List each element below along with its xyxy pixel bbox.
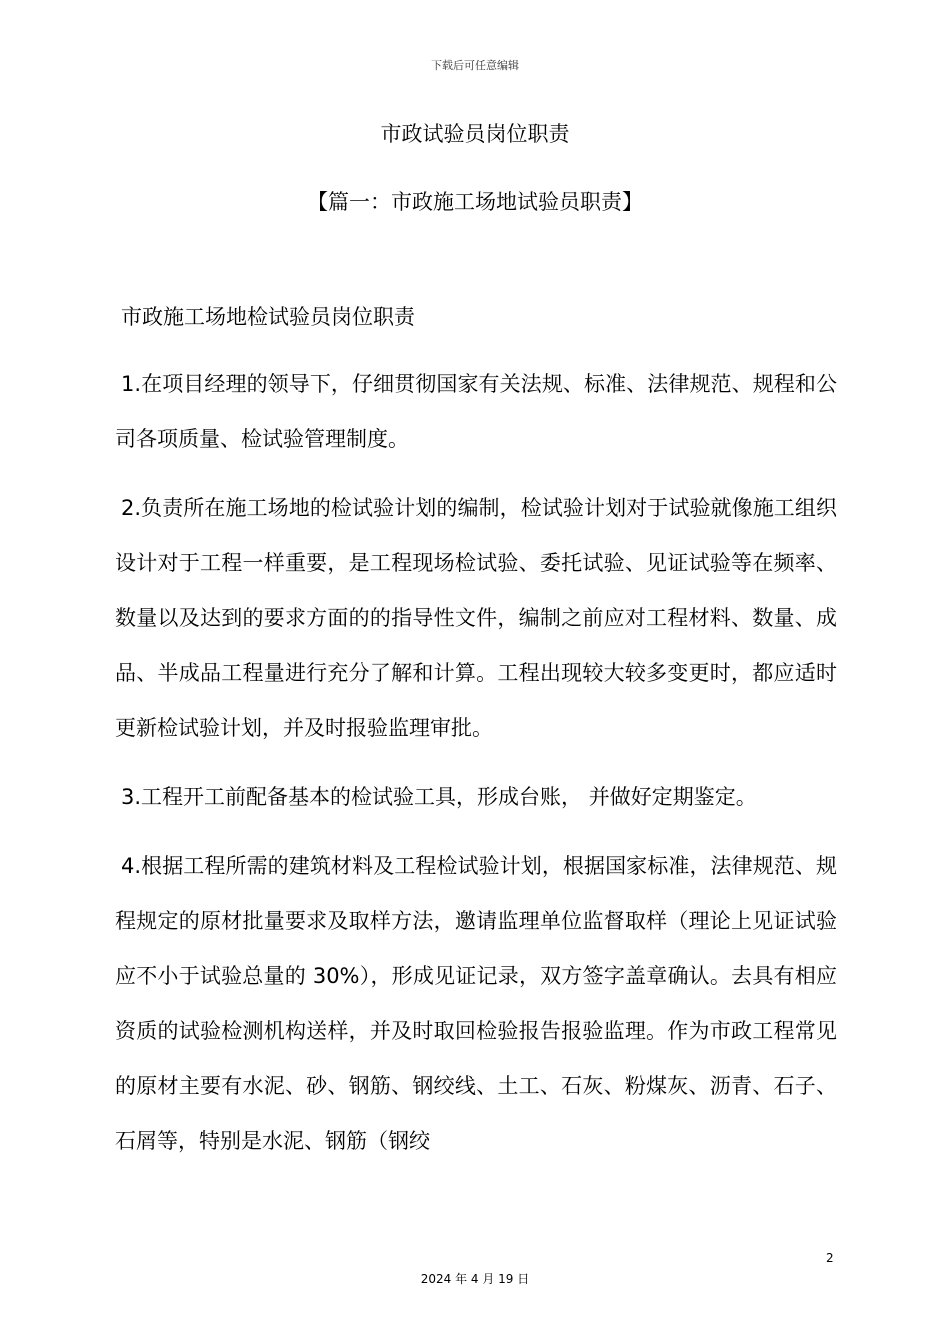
section-title: 【篇一：市政施工场地试验员职责】 — [307, 190, 643, 214]
document-body — [115, 290, 837, 1183]
header-note: 下载后可任意编辑 — [431, 59, 519, 72]
footer-date: 2024 年 4 月 19 日 — [420, 1272, 530, 1286]
paragraph-2: 2.负责所在施工场地的检试验计划的编制，检试验计划对于试验就像施工组织设计对于工程一样重要，是工程现场检试验、委托试验、见证试验等在频率、数量以及达到的要求方面的的指导性文件，编制之前应对工程材料、数量、成品、半成品工程量进行充分了解和计算。工程出现较大较多变更时，都应适时更新检试验计划，并及时报验监理审批。 — [115, 496, 837, 740]
paragraph-4: 4.根据工程所需的建筑材料及工程检试验计划，根据国家标准，法律规范、规程规定的原材批量要求及取样方法，邀请监理单位监督取样（理论上见证试验应不小于试验总量的 30%），形成见证记录，双方签字盖章确认。去具有相应资质的试验检测机构送样，并及时取回检验报告报验监理。作为市政工程常见的原材主要有水泥、砂、钢筋、钢绞线、土工、石灰、粉煤灰、沥青、石子、石屑等，特别是水泥、钢筋（钢绞 — [115, 854, 837, 1153]
subheading: 市政施工场地检试验员岗位职责 — [121, 305, 415, 329]
document-title: 市政试验员岗位职责 — [380, 122, 570, 146]
page-number: 2 — [826, 1251, 834, 1265]
paragraph-1: 1.在项目经理的领导下，仔细贯彻国家有关法规、标准、法律规范、规程和公司各项质量、检试验管理制度。 — [115, 372, 837, 451]
paragraph-3: 3.工程开工前配备基本的检试验工具，形成台账， 并做好定期鉴定。 — [121, 785, 757, 809]
